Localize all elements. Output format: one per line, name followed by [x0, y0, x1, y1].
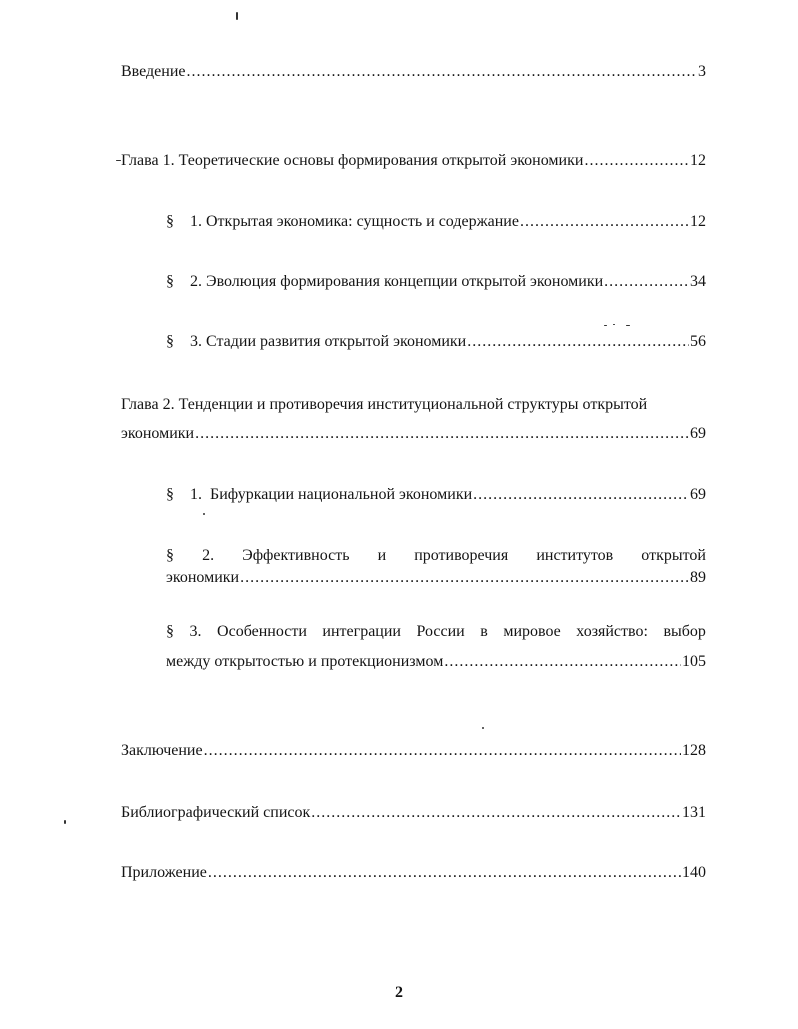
- toc-label: Глава 1. Теоретические основы формирования открытой экономики: [121, 152, 584, 169]
- toc-word: интеграции: [322, 623, 401, 640]
- section-number: 2.: [202, 547, 215, 564]
- toc-entry-ch1-section-2: [166, 272, 706, 292]
- dot-leader: [208, 863, 681, 883]
- toc-entry-appendix: [121, 863, 706, 883]
- toc-label: Заключение: [121, 742, 203, 759]
- toc-page-number: 128: [682, 742, 706, 759]
- scan-speck: [203, 513, 205, 515]
- dot-leader: [520, 212, 689, 232]
- section-symbol: §: [166, 273, 174, 290]
- section-title-line: [166, 546, 706, 566]
- toc-label: 3. Стадии развития открытой экономики: [190, 333, 467, 350]
- toc-label: 1. Бифуркации национальной экономики: [190, 486, 473, 503]
- toc-page-number: 140: [682, 864, 706, 881]
- dot-leader: [204, 741, 681, 761]
- toc-word: Особенности: [217, 623, 307, 640]
- toc-entry-ch2-section-1: [166, 485, 706, 505]
- toc-word: противоречия: [414, 547, 509, 564]
- toc-word: Эффективность: [242, 547, 350, 564]
- toc-page-number: 69: [690, 425, 706, 442]
- dot-leader: [187, 62, 698, 82]
- toc-label: экономики: [166, 569, 240, 586]
- section-symbol: §: [166, 623, 174, 640]
- scan-speck: [64, 820, 66, 824]
- dot-leader: [444, 652, 681, 672]
- dot-leader: [467, 332, 689, 352]
- section-symbol: §: [166, 213, 174, 230]
- scan-speck: [116, 160, 121, 161]
- toc-label: 1. Открытая экономика: сущность и содержание: [190, 213, 519, 230]
- toc-word: в: [480, 623, 488, 640]
- toc-page-number: 105: [682, 653, 706, 670]
- toc-page-number: 34: [690, 273, 706, 290]
- toc-label: Библиографический список: [121, 804, 311, 821]
- scan-speck: [482, 727, 484, 729]
- toc-label: между открытостью и протекционизмом: [166, 653, 444, 670]
- section-leader-line: [166, 568, 706, 588]
- scan-speck: [613, 324, 615, 325]
- scan-speck: [236, 12, 238, 20]
- toc-label: 2. Эволюция формирования концепции открытой экономики: [190, 273, 604, 290]
- toc-page-number: 131: [682, 804, 706, 821]
- toc-word: институтов: [536, 547, 614, 564]
- toc-page-number: 89: [690, 569, 706, 586]
- toc-entry-ch1-section-3: [166, 332, 706, 352]
- page-number: 2: [395, 984, 403, 1001]
- section-leader-line: [166, 652, 706, 672]
- toc-word: хозяйство:: [576, 623, 648, 640]
- section-title-line: [166, 622, 706, 642]
- dot-leader: [311, 803, 681, 823]
- toc-word: мировое: [503, 623, 561, 640]
- toc-entry-chapter-2: [121, 395, 706, 444]
- toc-entry-intro: [121, 62, 706, 82]
- section-number: 3.: [189, 623, 202, 640]
- toc-entry-ch1-section-1: [166, 212, 706, 232]
- scan-speck: [626, 325, 630, 326]
- section-symbol: §: [166, 333, 174, 350]
- dot-leader: [604, 272, 689, 292]
- scan-speck: [604, 325, 607, 326]
- dot-leader: [584, 151, 689, 171]
- section-symbol: §: [166, 486, 174, 503]
- toc-label: Приложение: [121, 864, 207, 881]
- dot-leader: [473, 485, 689, 505]
- toc-page-number: 3: [698, 63, 706, 80]
- toc-page-number: 12: [690, 152, 706, 169]
- section-symbol: §: [166, 547, 174, 564]
- dot-leader: [240, 568, 689, 588]
- toc-page-number: 12: [690, 213, 706, 230]
- dot-leader: [195, 424, 689, 444]
- toc-label: Введение: [121, 63, 186, 80]
- chapter-2-title-line: [121, 395, 706, 415]
- toc-entry-ch2-section-2: [166, 546, 706, 588]
- toc-word: открытой: [641, 547, 706, 564]
- toc-entry-chapter-1: [121, 151, 706, 171]
- chapter-2-leader-line: [121, 424, 706, 444]
- toc-word: и: [377, 547, 387, 564]
- toc-word: России: [416, 623, 465, 640]
- toc-entry-conclusion: [121, 741, 706, 761]
- toc-entry-bibliography: [121, 803, 706, 823]
- toc-label: экономики: [121, 425, 195, 442]
- toc-page-number: 56: [690, 333, 706, 350]
- toc-page-number: 69: [690, 486, 706, 503]
- toc-label: Глава 2. Тенденции и противоречия институциональной структуры открытой: [121, 396, 648, 413]
- toc-entry-ch2-section-3: [166, 622, 706, 672]
- toc-word: выбор: [663, 623, 706, 640]
